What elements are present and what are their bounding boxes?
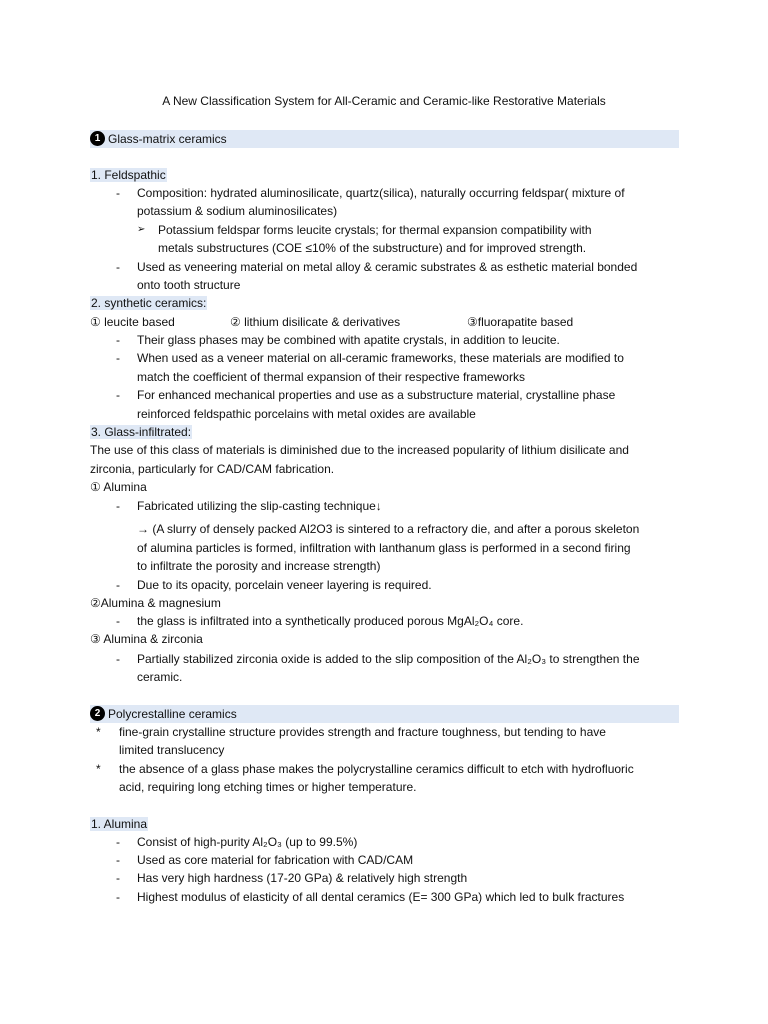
poly-point-2-cont: acid, requiring long etching times or higher temperature. xyxy=(119,780,417,794)
bullet-dash: - xyxy=(116,499,120,513)
synthetic-option-2: ② lithium disilicate & derivatives xyxy=(230,315,401,329)
bullet-dash: - xyxy=(116,871,120,885)
gi-alumina-heading: ① Alumina xyxy=(90,480,147,494)
section-2-number: 2 xyxy=(90,706,105,721)
bullet-dash: - xyxy=(116,614,120,628)
feld-sub-bullet: Potassium feldspar forms leucite crystals; for thermal expansion compatibility with xyxy=(158,223,592,237)
gi-alumina-detail-2: of alumina particles is formed, infiltration with lanthanum glass is performed in a second firing xyxy=(137,541,631,555)
section-1-heading: Glass-matrix ceramics xyxy=(108,131,227,146)
document-title: A New Classification System for All-Ceramic and Ceramic-like Restorative Materials xyxy=(162,94,606,108)
bullet-star: * xyxy=(96,762,101,776)
gi-zirconia-heading: ③ Alumina & zirconia xyxy=(90,632,203,646)
alumina-bullet-1: Consist of high-purity Al₂O₃ (up to 99.5%) xyxy=(137,835,358,849)
poly-point-2: the absence of a glass phase makes the polycrystalline ceramics difficult to etch with hydrofluoric xyxy=(119,762,634,776)
bullet-dash: - xyxy=(116,260,120,274)
alumina-bullet-4: Highest modulus of elasticity of all dental ceramics (E= 300 GPa) which led to bulk fractures xyxy=(137,890,625,904)
gi-paragraph-2: zirconia, particularly for CAD/CAM fabrication. xyxy=(90,462,335,476)
section-2-heading-row xyxy=(90,706,237,721)
feld-bullet-1: Composition: hydrated aluminosilicate, quartz(silica), naturally occurring feldspar( mixture of xyxy=(137,186,625,200)
bullet-star: * xyxy=(96,725,101,739)
bullet-dash: - xyxy=(116,652,120,666)
gi-magnesium-heading: ②Alumina & magnesium xyxy=(90,596,221,610)
bullet-dash: - xyxy=(116,388,120,402)
gi-zirconia-bullet: Partially stabilized zirconia oxide is added to the slip composition of the Al₂O₃ to strengthen the xyxy=(137,652,640,666)
syn-bullet-3: For enhanced mechanical properties and use as a substructure material, crystalline phase xyxy=(137,388,616,402)
syn-bullet-2-cont: match the coefficient of thermal expansion of their respective frameworks xyxy=(137,370,525,384)
gi-alumina-bullet-1: Fabricated utilizing the slip-casting technique↓ xyxy=(137,499,382,513)
gi-alumina-detail-3: to infiltrate the porosity and increase strength) xyxy=(137,559,381,573)
poly-point-1-cont: limited translucency xyxy=(119,743,225,757)
synthetic-option-1: ① leucite based xyxy=(90,315,175,329)
gi-magnesium-bullet: the glass is infiltrated into a synthetically produced porous MgAl₂O₄ core. xyxy=(137,614,524,628)
arrowhead-bullet-icon: ➢ xyxy=(137,224,146,235)
bullet-dash: - xyxy=(116,835,120,849)
synthetic-heading: 2. synthetic ceramics: xyxy=(91,296,207,310)
gi-alumina-bullet-2: Due to its opacity, porcelain veneer layering is required. xyxy=(137,578,432,592)
glass-infiltrated-heading: 3. Glass-infiltrated: xyxy=(91,425,192,439)
bullet-dash: - xyxy=(116,351,120,365)
bullet-dash: - xyxy=(116,578,120,592)
bullet-dash: - xyxy=(116,890,120,904)
poly-point-1: fine-grain crystalline structure provides strength and fracture toughness, but tending to have xyxy=(119,725,606,739)
syn-bullet-2: When used as a veneer material on all-ceramic frameworks, these materials are modified to xyxy=(137,351,624,365)
gi-zirconia-bullet-cont: ceramic. xyxy=(137,670,183,684)
feld-bullet-2-cont: onto tooth structure xyxy=(137,278,241,292)
syn-bullet-1: Their glass phases may be combined with apatite crystals, in addition to leucite. xyxy=(137,333,560,347)
section-2-heading: Polycrestalline ceramics xyxy=(108,706,237,721)
bullet-dash: - xyxy=(116,853,120,867)
feld-bullet-1-cont: potassium & sodium aluminosilicates) xyxy=(137,204,338,218)
feld-bullet-2: Used as veneering material on metal alloy & ceramic substrates & as esthetic material bonded xyxy=(137,260,638,274)
gi-alumina-detail-1: → (A slurry of densely packed Al2O3 is sintered to a refractory die, and after a porous skeleton xyxy=(137,522,640,536)
section-1-heading-row xyxy=(90,131,227,146)
feldspathic-heading: 1. Feldspathic xyxy=(91,168,166,182)
alumina-bullet-3: Has very high hardness (17-20 GPa) & relatively high strength xyxy=(137,871,468,885)
syn-bullet-3-cont: reinforced feldspathic porcelains with metal oxides are available xyxy=(137,407,476,421)
section-1-number: 1 xyxy=(90,131,105,146)
bullet-dash: - xyxy=(116,333,120,347)
feld-sub-bullet-cont: metals substructures (COE ≤10% of the substructure) and for improved strength. xyxy=(158,241,587,255)
gi-paragraph-1: The use of this class of materials is diminished due to the increased popularity of lithium disilicate and xyxy=(90,443,629,457)
synthetic-option-3: ③fluorapatite based xyxy=(467,315,574,329)
bullet-dash: - xyxy=(116,186,120,200)
alumina-heading: 1. Alumina xyxy=(91,817,148,831)
alumina-bullet-2: Used as core material for fabrication with CAD/CAM xyxy=(137,853,414,867)
